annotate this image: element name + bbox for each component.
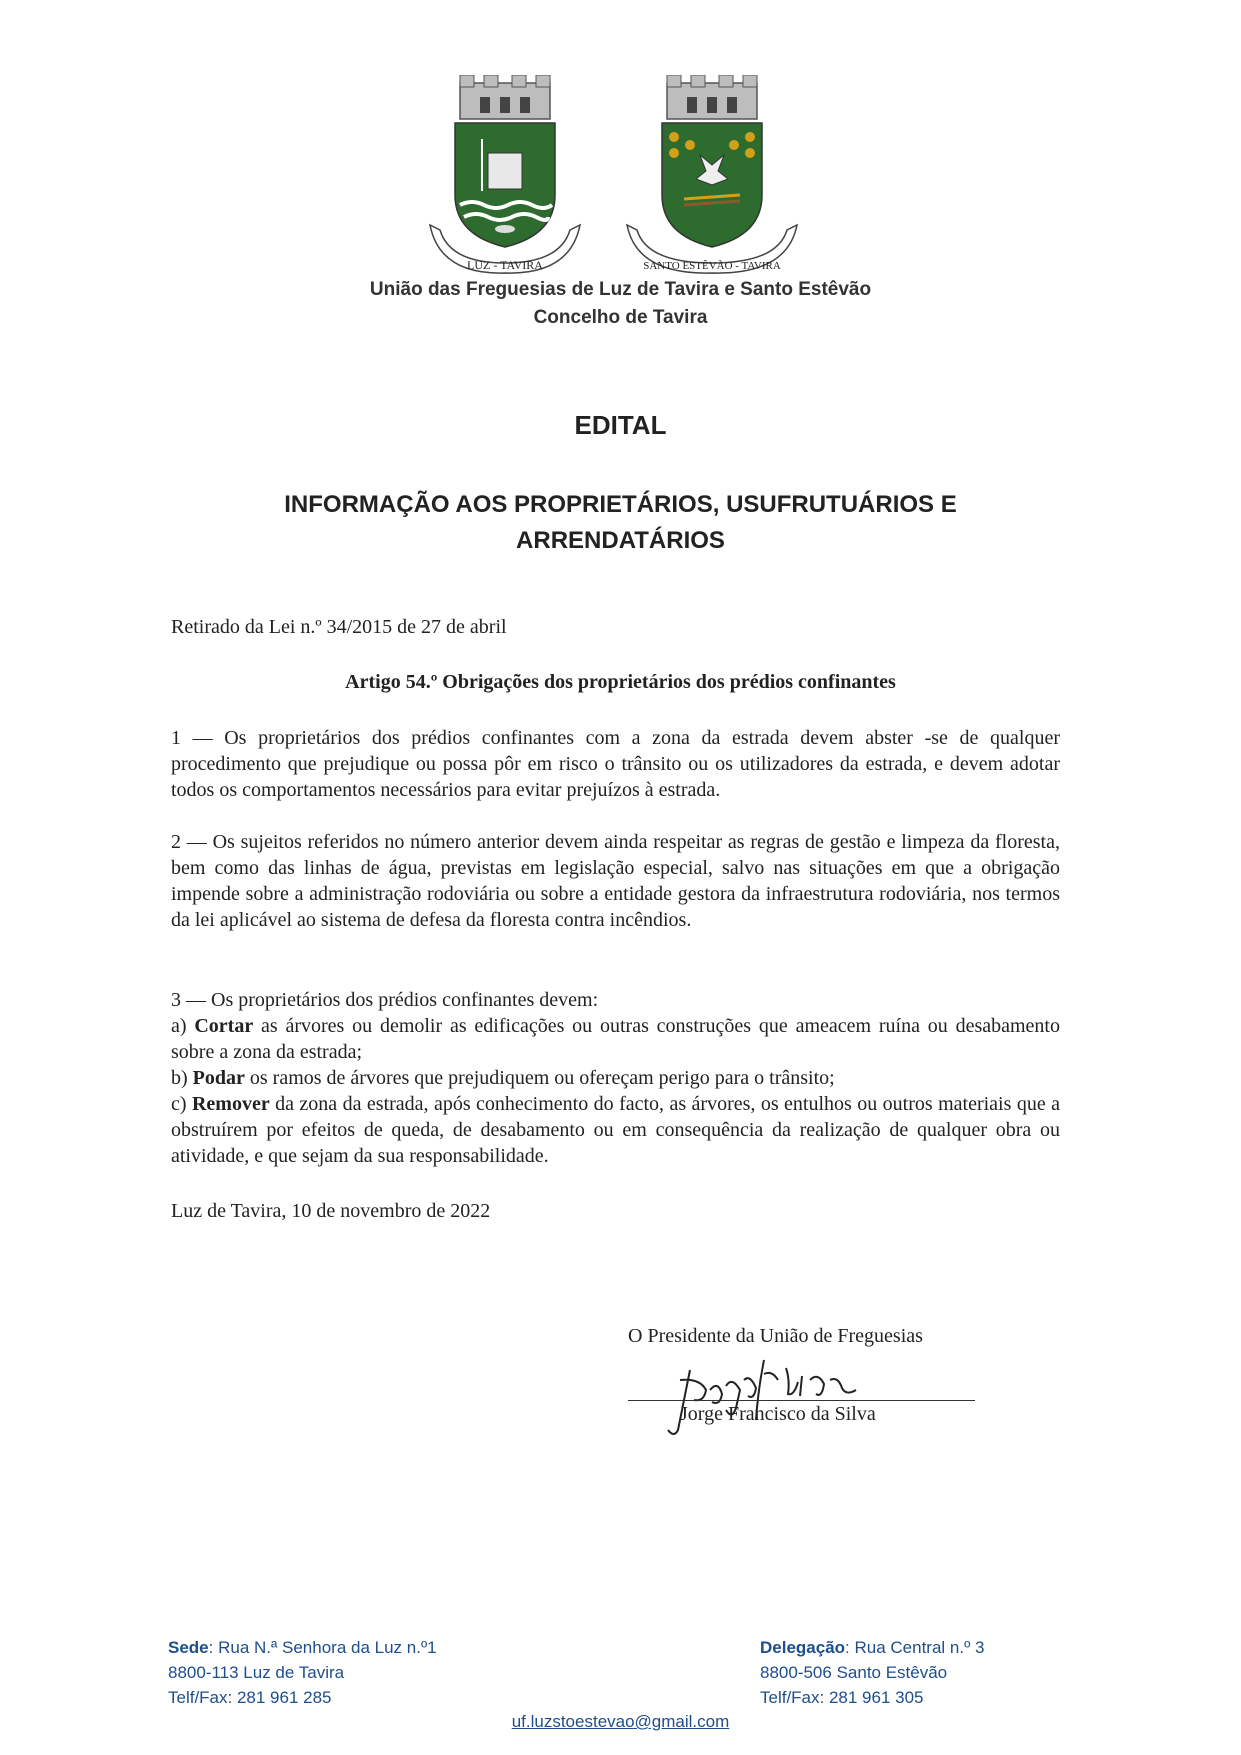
list-item bbox=[171, 1091, 1060, 1169]
footer-headquarters bbox=[168, 1635, 437, 1710]
footer-phone: Telf/Fax: 281 961 305 bbox=[760, 1688, 924, 1707]
item-prefix: a) bbox=[171, 1015, 195, 1037]
footer-address-line bbox=[760, 1635, 985, 1660]
list-item bbox=[171, 1065, 1060, 1091]
signatory-name: Jorge Francisco da Silva bbox=[680, 1403, 876, 1425]
paragraph-3-intro: 3 — Os proprietários dos prédios confinantes devem: bbox=[171, 989, 599, 1011]
item-prefix: b) bbox=[171, 1067, 193, 1089]
footer-postal: 8800-506 Santo Estêvão bbox=[760, 1663, 948, 1682]
document-subtitle bbox=[0, 487, 1241, 559]
svg-text:LUZ - TAVIRA: LUZ - TAVIRA bbox=[467, 258, 543, 272]
item-prefix: c) bbox=[171, 1093, 192, 1115]
paragraph-3 bbox=[171, 987, 1060, 1169]
luz-tavira-coat-of-arms-icon bbox=[420, 75, 590, 275]
council-name: Concelho de Tavira bbox=[533, 307, 708, 328]
footer-phone: Telf/Fax: 281 961 285 bbox=[168, 1688, 332, 1707]
svg-text:SANTO ESTÊVÃO - TAVIRA: SANTO ESTÊVÃO - TAVIRA bbox=[643, 260, 781, 272]
footer-delegation bbox=[760, 1635, 985, 1710]
paragraph-1: 1 — Os proprietários dos prédios confinantes com a zona da estrada devem abster -se de qualquer procedimento que prejudique ou possa pôr em risco o trânsito ou os utilizadores da estrada, e devem adotar todos os comportamentos necessários para evitar prejuízos à estrada. bbox=[171, 727, 1060, 801]
list-item bbox=[171, 1013, 1060, 1065]
footer-address: : Rua N.ª Senhora da Luz n.º1 bbox=[208, 1638, 437, 1657]
handwritten-signature bbox=[660, 1350, 890, 1440]
footer-label: Delegação bbox=[760, 1638, 846, 1657]
organization-name: União das Freguesias de Luz de Tavira e Santo Estêvão bbox=[369, 279, 872, 300]
item-text: os ramos de árvores que prejudiquem ou ofereçam perigo para o trânsito; bbox=[244, 1067, 835, 1089]
item-keyword: Podar bbox=[192, 1067, 245, 1089]
law-source: Retirado da Lei n.º 34/2015 de 27 de abril bbox=[171, 616, 507, 638]
signature-line bbox=[628, 1400, 975, 1401]
footer-address-line bbox=[168, 1635, 437, 1660]
item-keyword: Remover bbox=[191, 1093, 270, 1115]
document-title: EDITAL bbox=[574, 410, 667, 440]
santo-estevao-coat-of-arms-icon bbox=[612, 75, 812, 275]
signatory-title: O Presidente da União de Freguesias bbox=[628, 1325, 923, 1347]
article-title: Artigo 54.º Obrigações dos proprietários dos prédios confinantes bbox=[345, 671, 896, 693]
footer-label: Sede bbox=[168, 1638, 209, 1657]
item-keyword: Cortar bbox=[194, 1015, 254, 1037]
subtitle-line-1: INFORMAÇÃO AOS PROPRIETÁRIOS, USUFRUTUÁRIOS E bbox=[284, 491, 957, 518]
contact-email-link[interactable]: uf.luzstoestevao@gmail.com bbox=[511, 1712, 730, 1731]
document-date: Luz de Tavira, 10 de novembro de 2022 bbox=[171, 1200, 491, 1222]
item-text: da zona da estrada, após conhecimento do facto, as árvores, os entulhos ou outros materiais que a obstruírem por efeitos de queda, de desabamento ou em consequência da realização de qualquer obra ou atividade, e que sejam da sua responsabilidade. bbox=[171, 1093, 1060, 1167]
item-text: as árvores ou demolir as edificações ou outras construções que ameacem ruína ou desabamento sobre a zona da estrada; bbox=[171, 1015, 1060, 1063]
paragraph-2: 2 — Os sujeitos referidos no número anterior devem ainda respeitar as regras de gestão e limpeza da floresta, bem como das linhas de água, previstas em legislação especial, salvo nas situações em que a obrigação impende sobre a administração rodoviária ou sobre a entidade gestora da infraestrutura rodoviária, nos termos da lei aplicável ao sistema de defesa da floresta contra incêndios. bbox=[171, 831, 1060, 931]
subtitle-line-2: ARRENDATÁRIOS bbox=[516, 527, 725, 554]
footer-address: : Rua Central n.º 3 bbox=[845, 1638, 985, 1657]
footer-postal: 8800-113 Luz de Tavira bbox=[168, 1663, 345, 1682]
